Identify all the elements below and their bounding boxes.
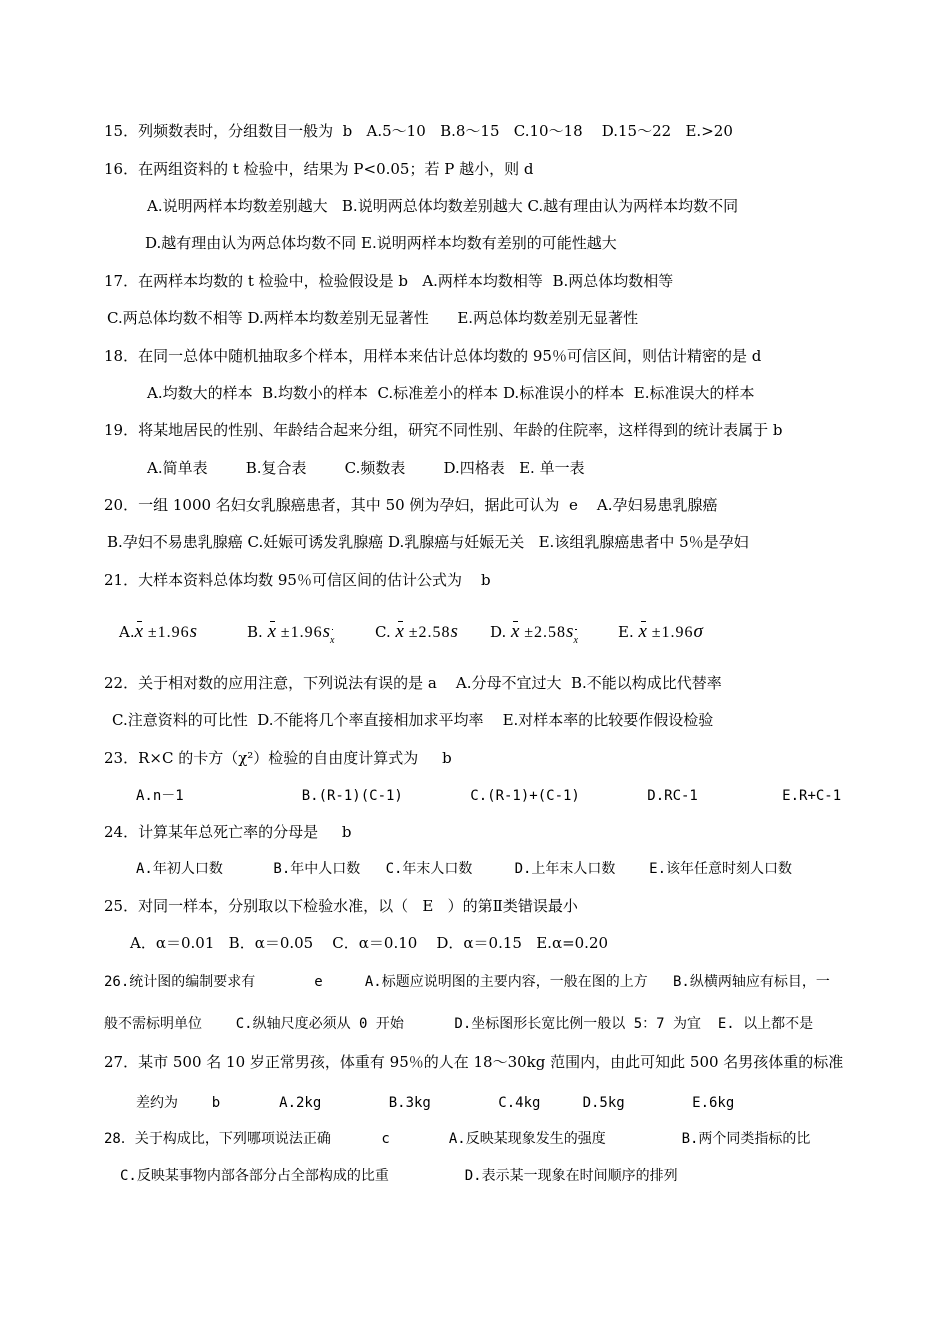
question-26-continued: 般不需标明单位 C.纵轴尺度必须从 0 开始 D.坐标图形长宽比例一般以 5：7 为宜 E. 以上都不是 (104, 1016, 814, 1032)
question-26: 26.统计图的编制要求有 e A.标题应说明图的主要内容，一般在图的上方 B.纵横两轴应有标目，一 (104, 974, 830, 990)
question-16-options-2: D.越有理由认为两总体均数不同 E.说明两样本均数有差别的可能性越大 (145, 234, 617, 252)
formula-option-b: B. $x \pm 1.96s_x$ (247, 620, 334, 651)
question-15: 15．列频数表时，分组数目一般为 b A.5～10 B.8～15 C.10～18 D.15～22 E.>20 (104, 122, 733, 140)
formula-option-c: C. x ±2.58s (375, 621, 458, 642)
question-16-options-1: A.说明两样本均数差别越大 B.说明两总体均数差别越大 C.越有理由认为两样本均数不同 (147, 197, 739, 215)
question-21: 21．大样本资料总体均数 95％可信区间的估计公式为 b (104, 571, 491, 589)
question-22-options: C.注意资料的可比性 D.不能将几个率直接相加求平均率 E.对样本率的比较要作假设检验 (112, 711, 714, 729)
question-22: 22．关于相对数的应用注意，下列说法有误的是 a A.分母不宜过大 B.不能以构成比代替率 (104, 674, 722, 692)
question-25: 25．对同一样本，分别取以下检验水准，以（ E ）的第Ⅱ类错误最小 (104, 897, 578, 915)
question-27-options: 差约为 b A.2kg B.3kg C.4kg D.5kg E.6kg (136, 1095, 735, 1111)
formula-option-d: D. $x \pm 2.58s_x$ (490, 620, 578, 651)
question-20: 20．一组 1000 名妇女乳腺癌患者，其中 50 例为孕妇，据此可认为 e A.孕妇易患乳腺癌 (104, 496, 718, 514)
formula-option-a: A.x ±1.96s (119, 621, 198, 642)
question-19: 19．将某地居民的性别、年龄结合起来分组，研究不同性别、年龄的住院率，这样得到的统计表属于 b (104, 421, 783, 439)
question-17: 17．在两样本均数的 t 检验中，检验假设是 b A.两样本均数相等 B.两总体均数相等 (104, 272, 674, 290)
question-17-options: C.两总体均数不相等 D.两样本均数差别无显著性 E.两总体均数差别无显著性 (107, 309, 639, 327)
question-16: 16．在两组资料的 t 检验中，结果为 P<0.05；若 P 越小，则 d (104, 160, 534, 178)
question-28: 28．关于构成比，下列哪项说法正确 c A.反映某现象发生的强度 B.两个同类指标的比 (104, 1131, 811, 1147)
question-24-options: A.年初人口数 B.年中人口数 C.年末人口数 D.上年末人口数 E.该年任意时刻人口数 (136, 861, 793, 877)
question-23: 23．R×C 的卡方（χ²）检验的自由度计算式为 b (104, 749, 452, 767)
question-21-formula-options (0, 620, 950, 650)
question-27: 27．某市 500 名 10 岁正常男孩，体重有 95％的人在 18～30kg 范围内，由此可知此 500 名男孩体重的标准 (104, 1053, 844, 1071)
question-18-options: A.均数大的样本 B.均数小的样本 C.标准差小的样本 D.标准误小的样本 E.标准误大的样本 (147, 384, 755, 402)
question-25-options: A．α＝0.01 B．α＝0.05 C．α＝0.10 D．α＝0.15 E.α=0.20 (130, 934, 609, 952)
question-20-options: B.孕妇不易患乳腺癌 C.妊娠可诱发乳腺癌 D.乳腺癌与妊娠无关 E.该组乳腺癌患者中 5％是孕妇 (107, 533, 749, 551)
question-19-options: A.简单表 B.复合表 C.频数表 D.四格表 E. 单一表 (147, 459, 585, 477)
question-18: 18．在同一总体中随机抽取多个样本，用样本来估计总体均数的 95％可信区间，则估计精密的是 d (104, 347, 762, 365)
formula-option-e: E. x ±1.96σ (618, 621, 703, 642)
question-23-options: A.n－1 B.(R-1)(C-1) C.(R-1)+(C-1) D.RC-1 E.R+C-1 (136, 788, 842, 804)
question-28-options: C.反映某事物内部各部分占全部构成的比重 D.表示某一现象在时间顺序的排列 (120, 1168, 678, 1184)
question-24: 24．计算某年总死亡率的分母是 b (104, 823, 352, 841)
